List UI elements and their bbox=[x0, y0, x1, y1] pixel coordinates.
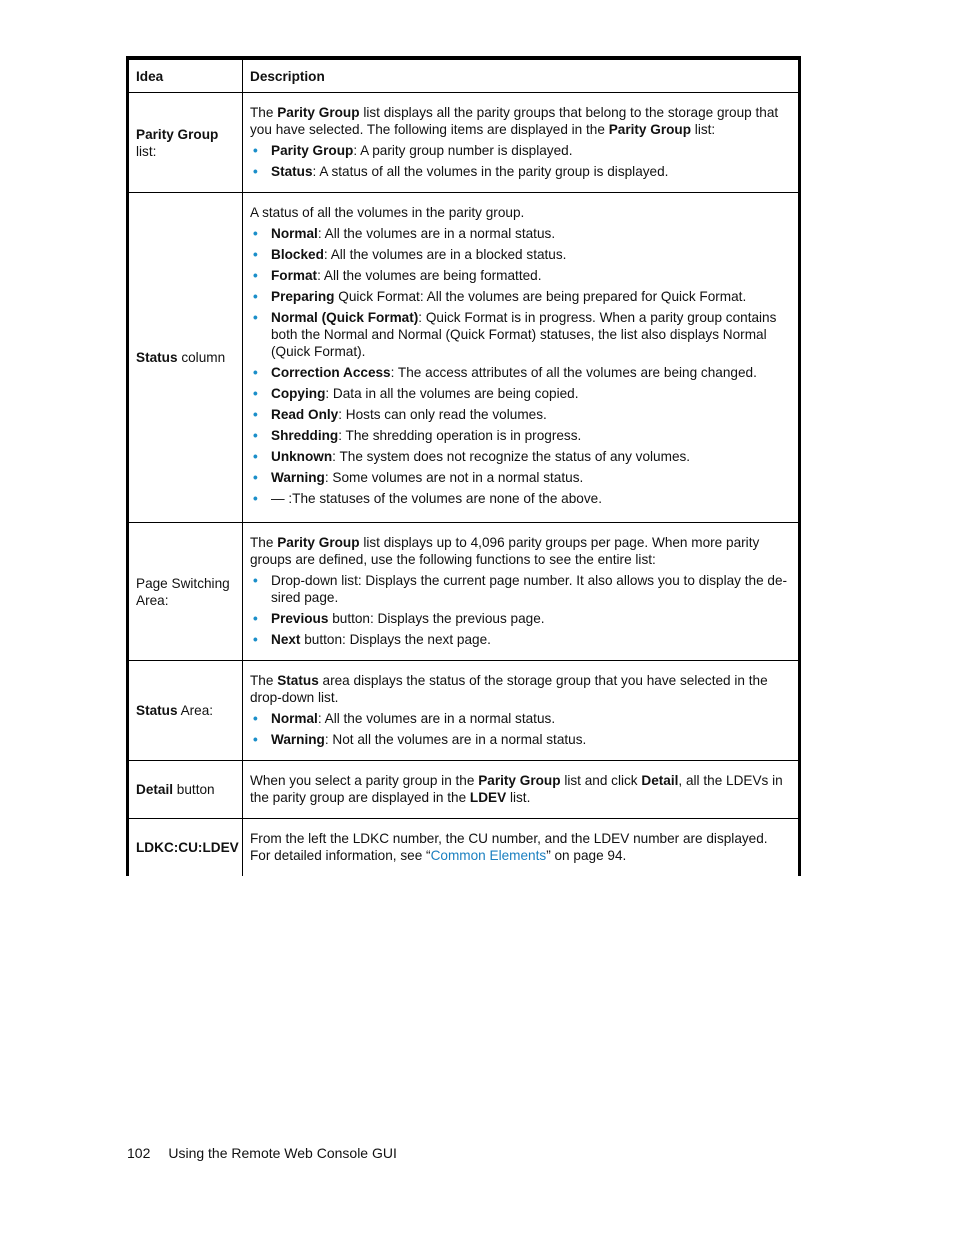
bullet-icon: • bbox=[253, 386, 258, 401]
idea-cell: Status Area: bbox=[128, 661, 243, 761]
bullet-icon: • bbox=[253, 407, 258, 422]
bullet-list bbox=[250, 710, 791, 748]
list-item: • Preparing Quick Format: All the volumes are being prepared for Quick Format. bbox=[253, 289, 747, 304]
bullet-icon: • bbox=[253, 611, 258, 626]
table-row bbox=[128, 819, 800, 877]
common-elements-link[interactable]: Common Elements bbox=[430, 848, 547, 863]
description-cell bbox=[243, 661, 800, 761]
bullet-icon: • bbox=[253, 470, 258, 485]
list-item: • Drop-down list: Displays the current page number. It also allows you to display the de-sired page. bbox=[253, 573, 788, 605]
list-item: • Shredding: The shredding operation is in progress. bbox=[253, 428, 582, 443]
bullet-icon: • bbox=[253, 226, 258, 241]
list-item: • Status: A status of all the volumes in the parity group is displayed. bbox=[253, 164, 669, 179]
description-table bbox=[126, 56, 801, 876]
description-intro: A status of all the volumes in the parity group. bbox=[250, 205, 525, 220]
bullet-list bbox=[250, 225, 791, 507]
description-cell bbox=[243, 523, 800, 661]
list-item: • Read Only: Hosts can only read the volumes. bbox=[253, 407, 547, 422]
table-header-row bbox=[128, 58, 800, 93]
bullet-icon: • bbox=[253, 164, 258, 179]
bullet-icon: • bbox=[253, 365, 258, 380]
description-cell bbox=[243, 93, 800, 193]
page-number: 102 bbox=[127, 1145, 151, 1161]
list-item: • Parity Group: A parity group number is displayed. bbox=[253, 143, 573, 158]
table-row bbox=[128, 761, 800, 819]
list-item: • Blocked: All the volumes are in a blocked status. bbox=[253, 247, 567, 262]
idea-cell: Parity Group list: bbox=[128, 93, 243, 193]
idea-cell: LDKC:CU:LDEV bbox=[128, 819, 243, 877]
list-item: • Warning: Some volumes are not in a normal status. bbox=[253, 470, 584, 485]
list-item: • Normal (Quick Format): Quick Format is in progress. When a parity group contains both the Normal and Normal (Quick Format) statuses, the list also displays Normal (Quick Format). bbox=[253, 310, 777, 359]
list-item: • Correction Access: The access attributes of all the volumes are being changed. bbox=[253, 365, 757, 380]
table-row bbox=[128, 523, 800, 661]
list-item: • Normal: All the volumes are in a normal status. bbox=[253, 226, 556, 241]
description-cell bbox=[243, 819, 800, 877]
list-item: • Previous button: Displays the previous page. bbox=[253, 611, 545, 626]
bullet-icon: • bbox=[253, 732, 258, 747]
table-row bbox=[128, 661, 800, 761]
list-item: • Format: All the volumes are being formatted. bbox=[253, 268, 542, 283]
bullet-icon: • bbox=[253, 289, 258, 304]
table-row bbox=[128, 93, 800, 193]
idea-cell: Status column bbox=[128, 193, 243, 523]
description-intro: The Parity Group list displays all the parity groups that belong to the storage group that you have selected. The following items are displayed in the Parity Group list: bbox=[250, 105, 779, 137]
list-item: • Warning: Not all the volumes are in a normal status. bbox=[253, 732, 587, 747]
bullet-icon: • bbox=[253, 143, 258, 158]
description-intro: When you select a parity group in the Parity Group list and click Detail, all the LDEVs in the parity group are displayed in the LDEV list. bbox=[250, 773, 783, 805]
description-cell bbox=[243, 761, 800, 819]
list-item: • — :The statuses of the volumes are none of the above. bbox=[253, 491, 602, 506]
header-idea: Idea bbox=[128, 58, 243, 93]
bullet-icon: • bbox=[253, 428, 258, 443]
list-item: • Copying: Data in all the volumes are being copied. bbox=[253, 386, 579, 401]
description-cell bbox=[243, 193, 800, 523]
idea-cell: Detail button bbox=[128, 761, 243, 819]
list-item: • Unknown: The system does not recognize the status of any volumes. bbox=[253, 449, 691, 464]
bullet-icon: • bbox=[253, 491, 258, 506]
bullet-icon: • bbox=[253, 268, 258, 283]
bullet-icon: • bbox=[253, 573, 258, 588]
bullet-icon: • bbox=[253, 632, 258, 647]
bullet-list bbox=[250, 572, 791, 648]
header-description: Description bbox=[243, 58, 800, 93]
bullet-icon: • bbox=[253, 711, 258, 726]
list-item: • Next button: Displays the next page. bbox=[253, 632, 491, 647]
bullet-icon: • bbox=[253, 449, 258, 464]
page-footer bbox=[127, 1145, 397, 1161]
bullet-icon: • bbox=[253, 310, 258, 325]
description-intro: The Status area displays the status of the storage group that you have selected in the drop-down list. bbox=[250, 673, 768, 705]
idea-cell: Page Switching Area: bbox=[128, 523, 243, 661]
footer-title: Using the Remote Web Console GUI bbox=[168, 1145, 397, 1161]
bullet-list bbox=[250, 142, 791, 180]
list-item: • Normal: All the volumes are in a normal status. bbox=[253, 711, 556, 726]
table-row bbox=[128, 193, 800, 523]
bullet-icon: • bbox=[253, 247, 258, 262]
description-intro: The Parity Group list displays up to 4,096 parity groups per page. When more parity groups are defined, use the following functions to see the entire list: bbox=[250, 535, 760, 567]
description-intro: From the left the LDKC number, the CU number, and the LDEV number are displayed. For detailed information, see “Common Elements” on page 94. bbox=[250, 831, 768, 863]
